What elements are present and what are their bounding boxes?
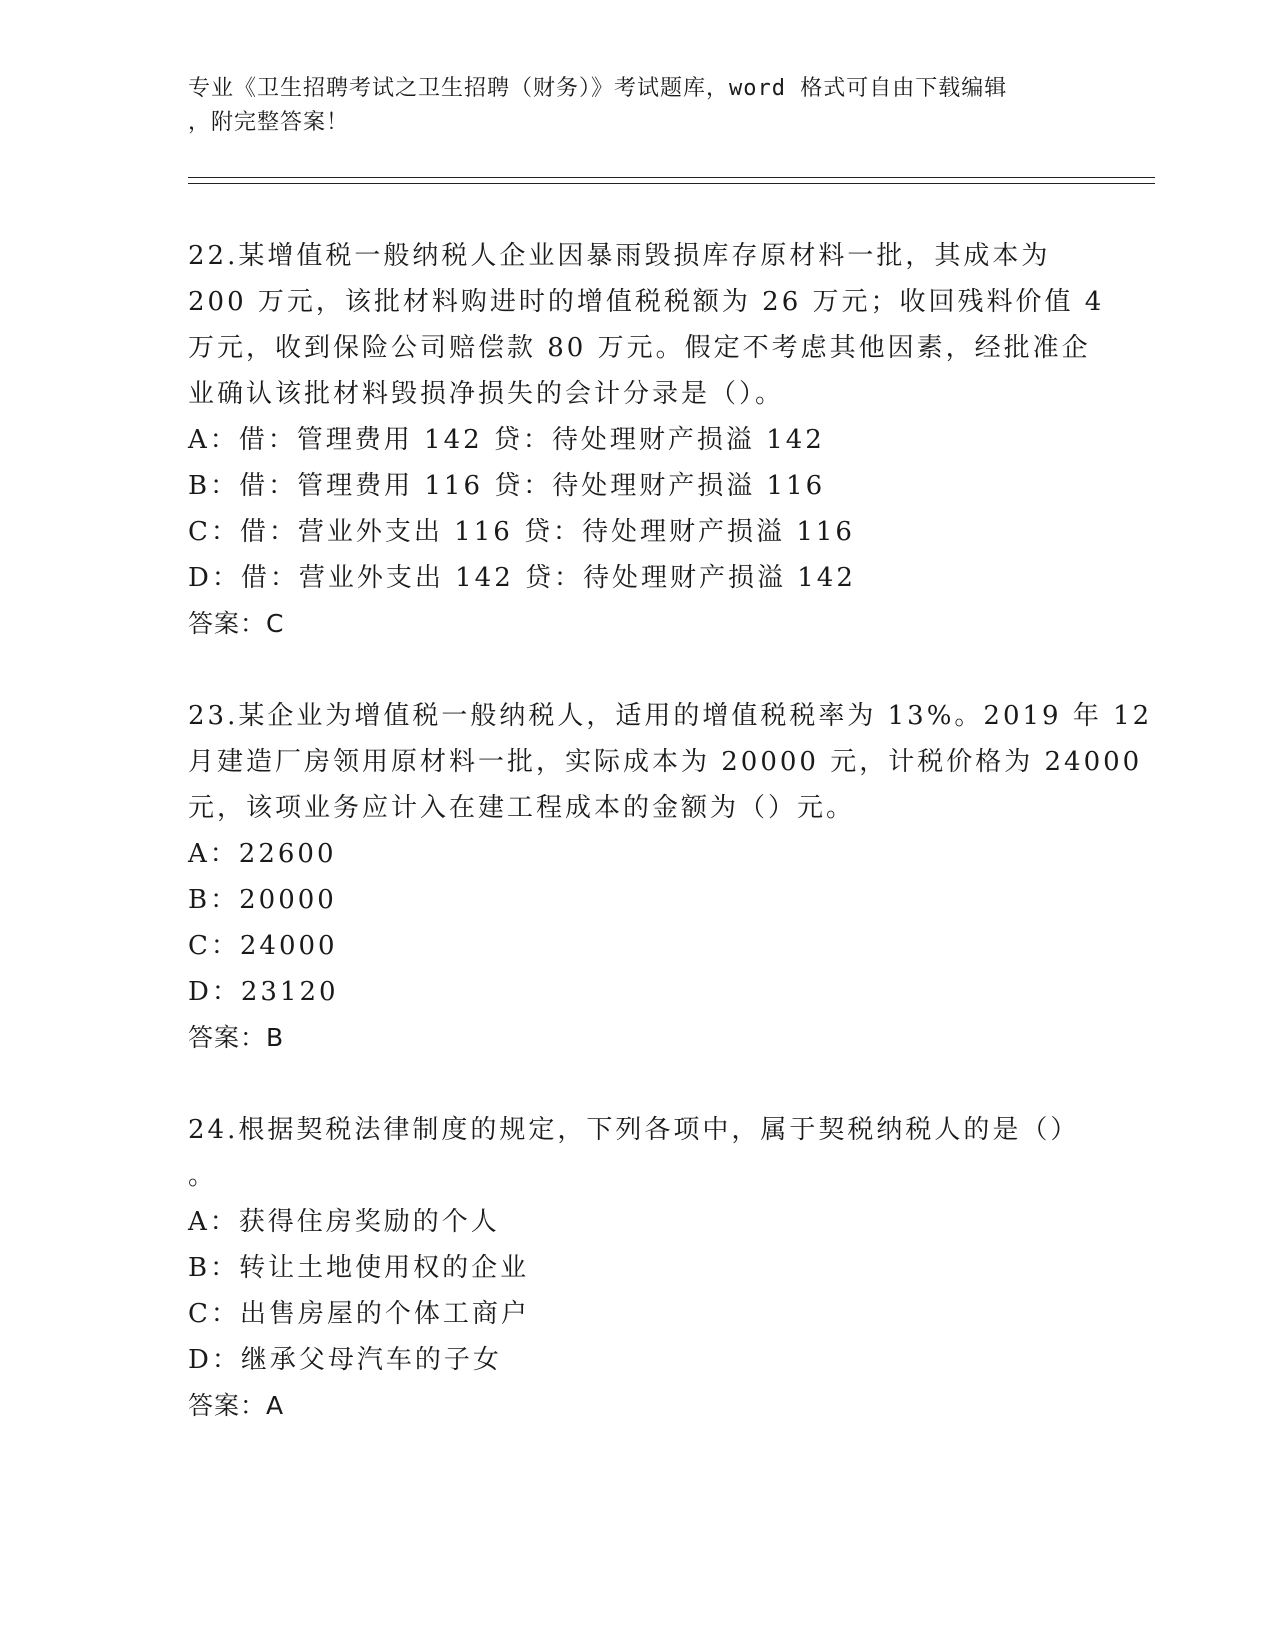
header-line-1: 专业《卫生招聘考试之卫生招聘（财务）》考试题库，word 格式可自由下载编辑 bbox=[188, 76, 1008, 101]
question-stem-line: 元，该项业务应计入在建工程成本的金额为（）元。 bbox=[188, 793, 856, 823]
option-a: A：获得住房奖励的个人 bbox=[188, 1207, 500, 1237]
header-line-2: ，附完整答案！ bbox=[188, 110, 350, 135]
option-b: B：转让土地使用权的企业 bbox=[188, 1253, 530, 1283]
question-stem-line: 24.根据契税法律制度的规定，下列各项中，属于契税纳税人的是（） bbox=[188, 1115, 1080, 1145]
header-divider-top bbox=[188, 177, 1155, 178]
question-23 bbox=[188, 693, 1153, 1061]
answer-line: 答案：B bbox=[188, 1023, 285, 1052]
question-stem-line: 万元，收到保险公司赔偿款 80 万元。假定不考虑其他因素，经批准企 bbox=[188, 333, 1091, 363]
option-d: D：23120 bbox=[188, 977, 339, 1007]
option-c: C：24000 bbox=[188, 931, 338, 961]
option-a: A：借：管理费用 142 贷：待处理财产损溢 142 bbox=[188, 425, 825, 455]
question-stem-line: 月建造厂房领用原材料一批，实际成本为 20000 元，计税价格为 24000 bbox=[188, 747, 1143, 777]
option-c: C：出售房屋的个体工商户 bbox=[188, 1299, 530, 1329]
question-stem-line: 23.某企业为增值税一般纳税人，适用的增值税税率为 13%。2019 年 12 bbox=[188, 701, 1153, 731]
option-b: B：借：管理费用 116 贷：待处理财产损溢 116 bbox=[188, 471, 826, 501]
question-24 bbox=[188, 1107, 1088, 1429]
option-c: C：借：营业外支出 116 贷：待处理财产损溢 116 bbox=[188, 517, 855, 547]
document-header bbox=[188, 72, 1088, 140]
question-stem-line: 业确认该批材料毁损净损失的会计分录是（）。 bbox=[188, 379, 785, 409]
option-d: D：借：营业外支出 142 贷：待处理财产损溢 142 bbox=[188, 563, 856, 593]
question-stem-line: 。 bbox=[188, 1161, 218, 1191]
option-d: D：继承父母汽车的子女 bbox=[188, 1345, 502, 1375]
question-stem-line: 200 万元，该批材料购进时的增值税税额为 26 万元；收回残料价值 4 bbox=[188, 287, 1105, 317]
question-stem-line: 22.某增值税一般纳税人企业因暴雨毁损库存原材料一批，其成本为 bbox=[188, 241, 1051, 271]
option-a: A：22600 bbox=[188, 839, 337, 869]
header-divider-bottom bbox=[188, 183, 1155, 184]
option-b: B：20000 bbox=[188, 885, 337, 915]
answer-line: 答案：A bbox=[188, 1391, 285, 1420]
answer-line: 答案：C bbox=[188, 609, 285, 638]
question-22 bbox=[188, 233, 1105, 647]
